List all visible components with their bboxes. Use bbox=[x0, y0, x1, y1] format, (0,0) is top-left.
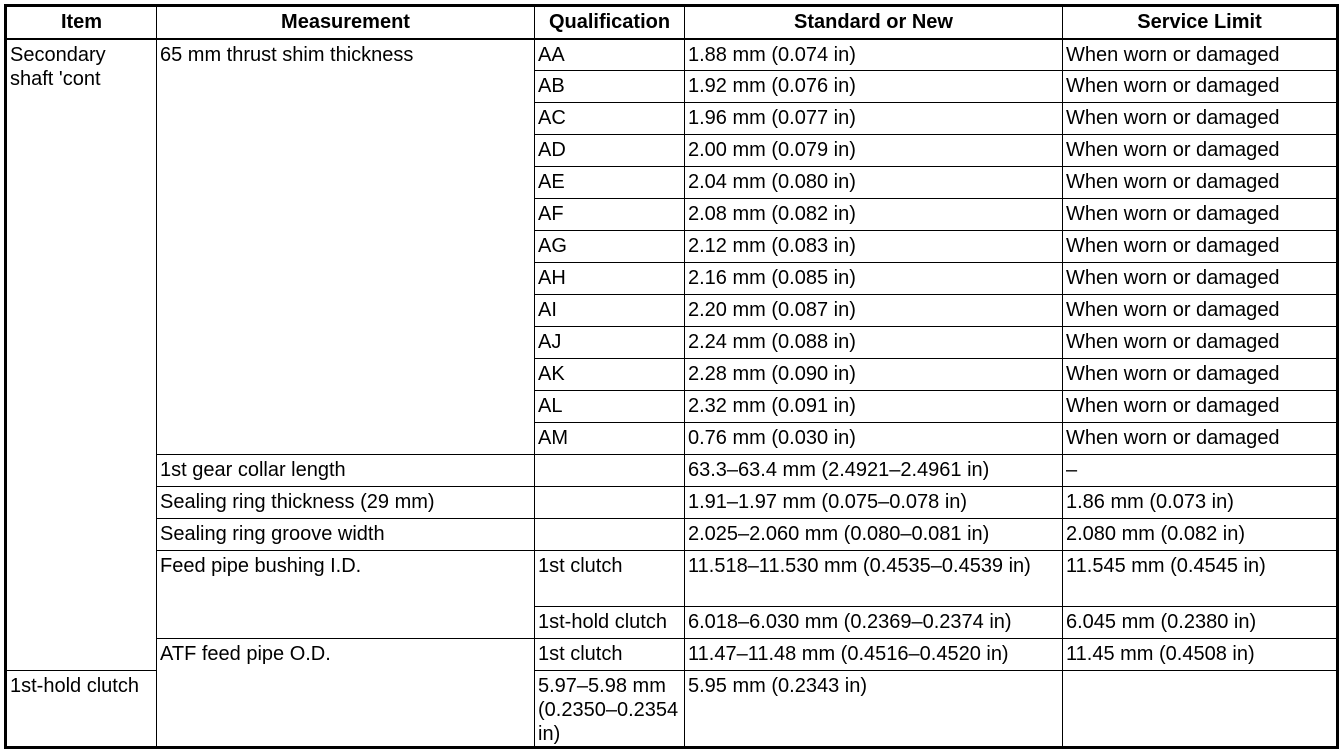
service-limit-cell: 5.95 mm (0.2343 in) bbox=[685, 671, 1063, 748]
service-limit-cell: When worn or damaged bbox=[1063, 391, 1338, 423]
measurement-cell: 65 mm thrust shim thickness bbox=[157, 39, 535, 455]
service-limit-cell: When worn or damaged bbox=[1063, 423, 1338, 455]
table-row bbox=[6, 639, 1338, 671]
service-limit-cell: When worn or damaged bbox=[1063, 359, 1338, 391]
service-limit-cell: When worn or damaged bbox=[1063, 263, 1338, 295]
spec-table bbox=[4, 4, 1339, 749]
service-limit-cell: When worn or damaged bbox=[1063, 71, 1338, 103]
service-limit-cell: – bbox=[1063, 455, 1338, 487]
standard-cell: 2.16 mm (0.085 in) bbox=[685, 263, 1063, 295]
measurement-cell: Sealing ring groove width bbox=[157, 519, 535, 551]
qualification-cell: AI bbox=[535, 295, 685, 327]
qualification-cell: 1st clutch bbox=[535, 551, 685, 607]
qualification-cell: AB bbox=[535, 71, 685, 103]
standard-cell: 2.08 mm (0.082 in) bbox=[685, 199, 1063, 231]
header-measurement: Measurement bbox=[157, 6, 535, 39]
standard-cell: 2.28 mm (0.090 in) bbox=[685, 359, 1063, 391]
service-limit-cell: When worn or damaged bbox=[1063, 103, 1338, 135]
qualification-cell bbox=[535, 455, 685, 487]
standard-cell: 1.88 mm (0.074 in) bbox=[685, 39, 1063, 71]
service-limit-cell: When worn or damaged bbox=[1063, 199, 1338, 231]
qualification-cell: AF bbox=[535, 199, 685, 231]
standard-cell: 2.12 mm (0.083 in) bbox=[685, 231, 1063, 263]
table-row bbox=[6, 519, 1338, 551]
item-cell: Secondary shaft 'cont bbox=[6, 39, 157, 671]
standard-cell: 6.018–6.030 mm (0.2369–0.2374 in) bbox=[685, 607, 1063, 639]
qualification-cell: AL bbox=[535, 391, 685, 423]
standard-cell: 5.97–5.98 mm (0.2350–0.2354 in) bbox=[535, 671, 685, 748]
table-row bbox=[6, 551, 1338, 607]
header-qualification: Qualification bbox=[535, 6, 685, 39]
table-row bbox=[6, 39, 1338, 71]
header-standard: Standard or New bbox=[685, 6, 1063, 39]
measurement-cell: Sealing ring thickness (29 mm) bbox=[157, 487, 535, 519]
service-limit-cell: 11.545 mm (0.4545 in) bbox=[1063, 551, 1338, 607]
qualification-cell: AJ bbox=[535, 327, 685, 359]
standard-cell: 2.20 mm (0.087 in) bbox=[685, 295, 1063, 327]
qualification-cell: AD bbox=[535, 135, 685, 167]
qualification-cell: 1st clutch bbox=[535, 639, 685, 671]
standard-cell: 11.518–11.530 mm (0.4535–0.4539 in) bbox=[685, 551, 1063, 607]
qualification-cell: AG bbox=[535, 231, 685, 263]
service-limit-cell: 11.45 mm (0.4508 in) bbox=[1063, 639, 1338, 671]
service-limit-cell: When worn or damaged bbox=[1063, 231, 1338, 263]
table-row bbox=[6, 455, 1338, 487]
measurement-cell: ATF feed pipe O.D. bbox=[157, 639, 535, 748]
standard-cell: 2.00 mm (0.079 in) bbox=[685, 135, 1063, 167]
measurement-cell: 1st gear collar length bbox=[157, 455, 535, 487]
qualification-cell: AK bbox=[535, 359, 685, 391]
service-limit-cell: When worn or damaged bbox=[1063, 167, 1338, 199]
standard-cell: 11.47–11.48 mm (0.4516–0.4520 in) bbox=[685, 639, 1063, 671]
qualification-cell bbox=[535, 519, 685, 551]
qualification-cell: AM bbox=[535, 423, 685, 455]
service-limit-cell: When worn or damaged bbox=[1063, 295, 1338, 327]
standard-cell: 1.96 mm (0.077 in) bbox=[685, 103, 1063, 135]
header-service-limit: Service Limit bbox=[1063, 6, 1338, 39]
table-row bbox=[6, 487, 1338, 519]
measurement-cell: Feed pipe bushing I.D. bbox=[157, 551, 535, 639]
qualification-cell bbox=[535, 487, 685, 519]
service-limit-cell: When worn or damaged bbox=[1063, 135, 1338, 167]
standard-cell: 1.91–1.97 mm (0.075–0.078 in) bbox=[685, 487, 1063, 519]
service-limit-cell: When worn or damaged bbox=[1063, 327, 1338, 359]
qualification-cell: AE bbox=[535, 167, 685, 199]
service-limit-cell: 1.86 mm (0.073 in) bbox=[1063, 487, 1338, 519]
header-item: Item bbox=[6, 6, 157, 39]
qualification-cell: AA bbox=[535, 39, 685, 71]
standard-cell: 0.76 mm (0.030 in) bbox=[685, 423, 1063, 455]
qualification-cell: 1st-hold clutch bbox=[6, 671, 157, 748]
standard-cell: 2.24 mm (0.088 in) bbox=[685, 327, 1063, 359]
standard-cell: 2.32 mm (0.091 in) bbox=[685, 391, 1063, 423]
standard-cell: 63.3–63.4 mm (2.4921–2.4961 in) bbox=[685, 455, 1063, 487]
header-row bbox=[6, 6, 1338, 39]
service-limit-cell: 2.080 mm (0.082 in) bbox=[1063, 519, 1338, 551]
qualification-cell: AC bbox=[535, 103, 685, 135]
standard-cell: 2.04 mm (0.080 in) bbox=[685, 167, 1063, 199]
standard-cell: 2.025–2.060 mm (0.080–0.081 in) bbox=[685, 519, 1063, 551]
standard-cell: 1.92 mm (0.076 in) bbox=[685, 71, 1063, 103]
service-limit-cell: 6.045 mm (0.2380 in) bbox=[1063, 607, 1338, 639]
qualification-cell: AH bbox=[535, 263, 685, 295]
service-limit-cell: When worn or damaged bbox=[1063, 39, 1338, 71]
qualification-cell: 1st-hold clutch bbox=[535, 607, 685, 639]
